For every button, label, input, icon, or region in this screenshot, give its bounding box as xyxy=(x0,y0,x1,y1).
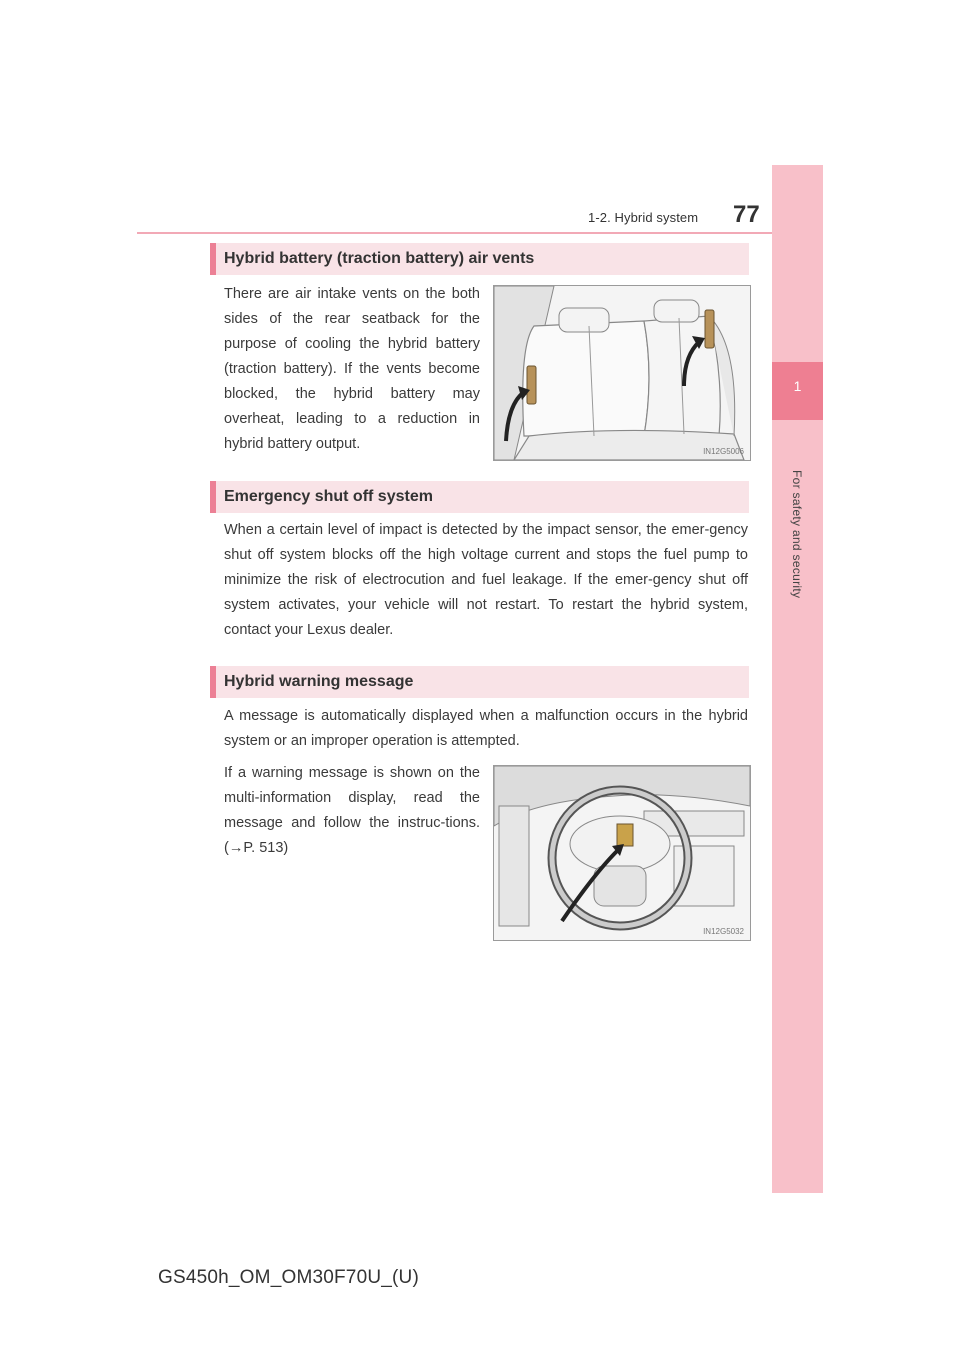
chapter-title: For safety and security xyxy=(790,470,804,599)
section-heading-emergency-shutoff: Emergency shut off system xyxy=(210,481,749,513)
page-number: 77 xyxy=(733,201,760,228)
steering-wheel-figure xyxy=(493,765,751,941)
air-vents-paragraph: There are air intake vents on the both sides of the rear seatback for the purpose of cooling the hybrid battery (traction battery). If the vents become blocked, the hybrid battery may overheat, leading to a reduction in hybrid battery output. xyxy=(224,286,480,452)
emergency-shutoff-paragraph: When a certain level of impact is detected by the impact sensor, the emer-gency shut off system blocks off the high voltage current and stops the fuel pump to minimize the risk of electrocution and fuel leakage. If the emer-gency shut off system activates, your vehicle will not restart. To restart the hybrid system, contact your Lexus dealer. xyxy=(224,522,748,638)
dashboard-illustration xyxy=(494,766,750,940)
section-heading-air-vents: Hybrid battery (traction battery) air vents xyxy=(210,243,749,275)
warning-instruction-paragraph: If a warning message is shown on the multi-information display, read the message and follow the instruc-tions. (→P. 513) xyxy=(224,765,480,856)
figure-code: IN12G5032 xyxy=(703,927,744,936)
chapter-number: 1 xyxy=(793,378,802,394)
header-divider xyxy=(137,232,823,234)
chapter-side-tab xyxy=(772,165,823,1193)
section-label: 1-2. Hybrid system xyxy=(588,210,699,225)
model-code-footer: GS450h_OM_OM30F70U_(U) xyxy=(158,1267,420,1288)
rear-seat-figure xyxy=(493,285,751,461)
rear-seat-illustration xyxy=(494,286,750,460)
section-heading-warning-message: Hybrid warning message xyxy=(210,666,749,698)
figure-code: IN12G5006 xyxy=(703,447,744,456)
warning-message-paragraph: A message is automatically displayed when a malfunction occurs in the hybrid system or an improper operation is attempted. xyxy=(224,708,748,749)
